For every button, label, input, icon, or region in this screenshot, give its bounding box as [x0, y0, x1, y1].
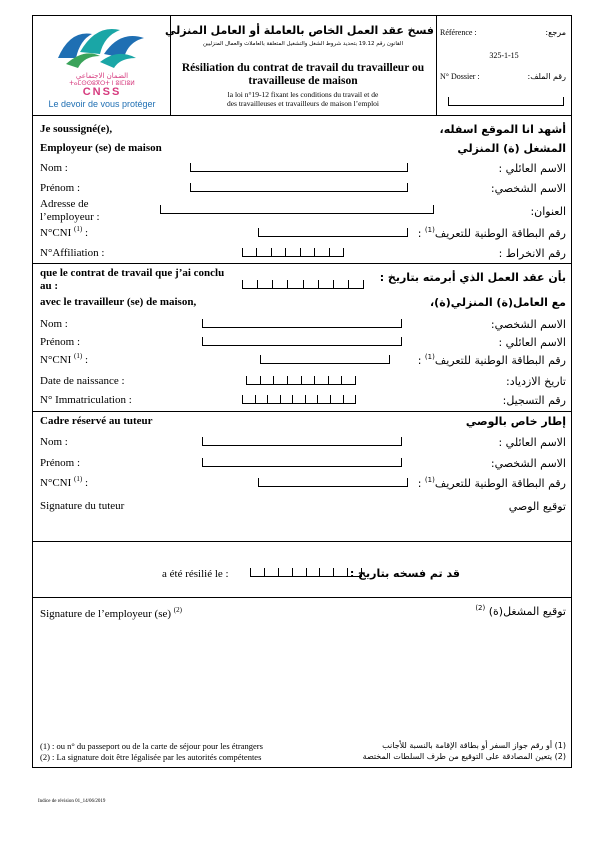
worker-naissance-label-arabic: تاريخ الازدياد:: [506, 375, 566, 388]
tutor-prenom-label: Prénom :: [40, 457, 81, 469]
worker-immat-label-arabic: رقم التسجيل:: [502, 394, 566, 407]
worker-nom-label: Nom :: [40, 318, 68, 330]
reference-label-arabic: مرجع:: [545, 28, 566, 37]
resilie-date-field[interactable]: [250, 568, 362, 577]
employer-cni-label-arabic: رقم البطاقة الوطنية للتعريف$^{(1)}$ :: [417, 226, 566, 240]
header-divider-right: [436, 15, 437, 115]
footnote-1-arabic: (1) أو رقم جواز السفر أو بطاقة الإقامة بالنسبة للأجانب: [382, 741, 566, 750]
worker-prenom-label-arabic: الاسم العائلي :: [498, 336, 566, 349]
subtitle-arabic: القانون رقم 19.12 بتحديد شروط الشغل والتشغيل المتعلقة بالعاملات والعمال المنزليين: [202, 41, 403, 47]
divider: [32, 263, 572, 264]
tutor-cni-label: N°CNI $^{(1)}$ :: [40, 475, 89, 489]
tutor-signature-label: Signature du tuteur: [40, 500, 125, 512]
employer-adresse-label-2: l’employeur :: [40, 211, 100, 223]
logo-tagline: Le devoir de vous protéger: [48, 99, 156, 109]
dossier-label-arabic: رقم الملف:: [527, 72, 566, 81]
worker-prenom-label: Prénom :: [40, 336, 81, 348]
employer-affiliation-label-arabic: رقم الانخراط :: [498, 247, 566, 260]
logo-tifinagh-text: ⵜⴰⵎⵙⵙⵓⴳⵔⵜ ⵏ ⵓⵏⵎⵏⵓⵍ: [69, 80, 135, 87]
title-arabic: فسخ عقد العمل الخاص بالعاملة أو العامل المنزلي: [164, 24, 434, 37]
worker-prenom-field[interactable]: [202, 337, 402, 346]
contract-label-2: au :: [40, 280, 59, 292]
employer-prenom-field[interactable]: [190, 183, 408, 192]
divider: [32, 411, 572, 412]
employer-nom-label: Nom :: [40, 162, 68, 174]
logo-brand: CNSS: [82, 86, 122, 98]
employer-cni-field[interactable]: [258, 228, 408, 237]
tutor-nom-field[interactable]: [202, 437, 402, 446]
worker-label: avec le travailleur (se) de maison,: [40, 296, 197, 308]
tutor-prenom-field[interactable]: [202, 458, 402, 467]
employer-prenom-label-arabic: الاسم الشخصي:: [490, 182, 566, 195]
worker-naissance-field[interactable]: [246, 376, 356, 385]
employer-affiliation-field[interactable]: [242, 248, 344, 257]
resilie-label-arabic: قد تم فسخه بتاريخ :: [349, 567, 460, 580]
employer-cni-label: N°CNI $^{(1)}$ :: [40, 225, 89, 239]
employer-nom-field[interactable]: [190, 163, 408, 172]
worker-immat-field[interactable]: [242, 395, 356, 404]
employer-label: Employeur (se) de maison: [40, 142, 162, 154]
intro-label-arabic: أشهد انا الموقع اسفله،: [439, 123, 566, 136]
tutor-title: Cadre réservé au tuteur: [40, 415, 153, 427]
resilie-label: a été résilié le :: [162, 568, 229, 580]
tutor-nom-label-arabic: الاسم العائلي :: [498, 436, 566, 449]
employer-prenom-label: Prénom :: [40, 182, 81, 194]
cnss-logo: [40, 22, 164, 110]
footnote-2-arabic: (2) يتعين المصادقة على التوقيع من طرف السلطات المختصة: [362, 752, 566, 761]
employer-signature-label-arabic: توقيع المشغل(ة) $^{(2)}$: [475, 604, 566, 618]
footnote-1: (1) : ou n° du passeport ou de la carte de séjour pour les étrangers: [40, 741, 263, 751]
reference-value: 325-1-15: [489, 51, 519, 60]
tutor-cni-label-arabic: رقم البطاقة الوطنية للتعريف$^{(1)}$ :: [417, 476, 566, 490]
contract-label-arabic: بأن عقد العمل الذي أبرمته بتاريخ :: [379, 271, 566, 284]
contract-date-field[interactable]: [242, 280, 364, 289]
reference-label: Référence :: [440, 28, 477, 37]
worker-immat-label: N° Immatriculation :: [40, 394, 132, 406]
worker-naissance-label: Date de naissance :: [40, 375, 125, 387]
employer-adresse-label-arabic: العنوان:: [530, 205, 566, 218]
logo-umbrella-icon: [40, 22, 164, 72]
worker-cni-label: N°CNI $^{(1)}$ :: [40, 352, 89, 366]
dossier-label: N° Dossier :: [440, 72, 480, 81]
tutor-nom-label: Nom :: [40, 436, 68, 448]
tutor-prenom-label-arabic: الاسم الشخصي:: [490, 457, 566, 470]
intro-label: Je soussigné(e),: [40, 123, 113, 135]
divider: [32, 115, 572, 116]
dossier-field[interactable]: [448, 97, 564, 106]
tutor-title-arabic: إطار خاص بالوصي: [465, 415, 566, 428]
title-french: Résiliation du contrat de travail du travailleur ou travailleuse de maison: [181, 62, 425, 87]
employer-signature-label: Signature de l’employeur (se) $^{(2)}$: [40, 606, 182, 620]
divider: [32, 597, 572, 598]
employer-nom-label-arabic: الاسم العائلي :: [498, 162, 566, 175]
subtitle-french-line2: des travailleuses et travailleurs de maison l’emploi: [226, 99, 380, 108]
contract-label-1: que le contrat de travail que j’ai conclu: [40, 267, 225, 279]
logo-arabic-text: الضمان الاجتماعي: [75, 72, 129, 80]
employer-label-arabic: المشغل (ة) المنزلي: [457, 142, 566, 155]
employer-adresse-label-1: Adresse de: [40, 198, 89, 210]
employer-affiliation-label: N°Affiliation :: [40, 247, 105, 259]
revision-index: Indice de révision 01_14/06/2019: [38, 799, 106, 804]
tutor-signature-label-arabic: توقيع الوصي: [508, 500, 566, 513]
worker-nom-field[interactable]: [202, 319, 402, 328]
employer-adresse-field[interactable]: [160, 205, 434, 214]
worker-nom-label-arabic: الاسم الشخصي:: [490, 318, 566, 331]
tutor-cni-field[interactable]: [258, 478, 408, 487]
subtitle-french-line1: la loi n°19-12 fixant les conditions du travail et de: [227, 90, 379, 99]
worker-cni-label-arabic: رقم البطاقة الوطنية للتعريف$^{(1)}$ :: [417, 353, 566, 367]
worker-label-arabic: مع العامل(ة) المنزلي(ة)،: [430, 296, 566, 309]
divider: [32, 541, 572, 542]
worker-cni-field[interactable]: [260, 355, 390, 364]
footnote-2: (2) : La signature doit être légalisée par les autorités compétentes: [40, 752, 262, 762]
